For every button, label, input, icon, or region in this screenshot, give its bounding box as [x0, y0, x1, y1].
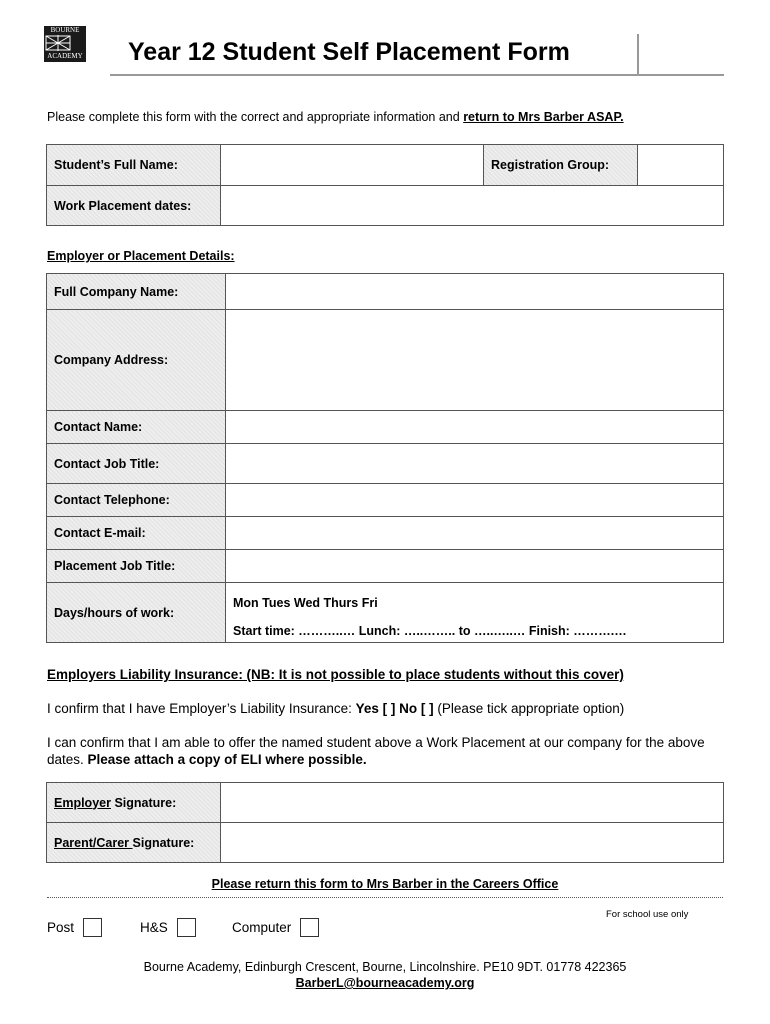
times-line: Start time: ………..… Lunch: …..…….. to …..…..… Finish: ……….…	[233, 624, 627, 638]
company-address-field[interactable]	[226, 310, 724, 411]
parent-signature-field[interactable]	[221, 823, 724, 863]
days-hours-label: Days/hours of work:	[47, 583, 226, 643]
parent-signature-label	[47, 823, 221, 863]
student-details-table	[46, 144, 724, 226]
insurance-confirm-prefix: I confirm that I have Employer’s Liability Insurance:	[47, 701, 356, 716]
computer-label: Computer	[232, 920, 292, 935]
dotted-divider	[47, 897, 723, 898]
registration-group-field[interactable]	[638, 145, 724, 186]
placement-offer-text	[47, 734, 727, 768]
company-address-label: Company Address:	[47, 310, 226, 411]
student-name-field[interactable]	[221, 145, 484, 186]
post-check-group	[47, 918, 102, 937]
school-logo	[44, 26, 86, 62]
contact-name-label: Contact Name:	[47, 411, 226, 444]
return-instructions: Please return this form to Mrs Barber in the Careers Office	[211, 877, 559, 891]
employer-signature-label-underlined: Employer	[54, 795, 111, 810]
employer-signature-field[interactable]	[221, 783, 724, 823]
company-name-field[interactable]	[226, 274, 724, 310]
hs-check-group	[140, 918, 196, 937]
parent-signature-label-rest: Signature:	[132, 835, 195, 850]
contact-job-title-field[interactable]	[226, 444, 724, 484]
contact-job-title-label: Contact Job Title:	[47, 444, 226, 484]
placement-job-title-field[interactable]	[226, 550, 724, 583]
registration-group-label: Registration Group:	[484, 145, 638, 186]
parent-signature-label-underlined: Parent/Carer	[54, 835, 133, 850]
signature-table	[46, 782, 724, 863]
company-name-label: Full Company Name:	[47, 274, 226, 310]
title-rule-vertical	[637, 34, 639, 75]
post-checkbox[interactable]	[83, 918, 102, 937]
post-label: Post	[47, 920, 75, 935]
school-use-label: For school use only	[606, 909, 689, 920]
intro-emphasis: return to Mrs Barber ASAP.	[463, 110, 624, 124]
placement-dates-field[interactable]	[221, 186, 724, 226]
footer-address: Bourne Academy, Edinburgh Crescent, Bourne, Lincolnshire. PE10 9DT. 01778 422365	[143, 960, 627, 974]
contact-email-label: Contact E-mail:	[47, 517, 226, 550]
placement-offer-emphasis: Please attach a copy of ELI where possible.	[87, 752, 367, 767]
employer-signature-label-rest: Signature:	[110, 795, 177, 810]
computer-check-group	[232, 918, 319, 937]
intro-text	[47, 110, 624, 124]
insurance-confirm-text	[47, 701, 624, 716]
title-rule-horizontal	[110, 74, 724, 76]
insurance-confirm-suffix: (Please tick appropriate option)	[433, 701, 625, 716]
footer-email-link[interactable]: BarberL@bourneacademy.org	[295, 976, 475, 990]
student-name-label: Student’s Full Name:	[47, 145, 221, 186]
contact-telephone-field[interactable]	[226, 484, 724, 517]
page-title: Year 12 Student Self Placement Form	[128, 38, 570, 66]
contact-name-field[interactable]	[226, 411, 724, 444]
logo-text-top: BOURNE	[50, 26, 80, 34]
weekdays-line: Mon Tues Wed Thurs Fri	[233, 596, 378, 610]
insurance-yes-no-options[interactable]: Yes [ ] No [ ]	[355, 701, 434, 716]
insurance-heading: Employers Liability Insurance: (NB: It is not possible to place students without this cover)	[47, 667, 624, 682]
placement-offer-body: I can confirm that I am able to offer the named student above a Work Placement at our company for the above dates.	[47, 735, 705, 767]
logo-text-bottom: ACADEMY	[47, 52, 83, 60]
placement-job-title-label: Placement Job Title:	[47, 550, 226, 583]
computer-checkbox[interactable]	[300, 918, 319, 937]
crest-icon	[44, 34, 72, 52]
placement-dates-label: Work Placement dates:	[47, 186, 221, 226]
hs-label: H&S	[140, 920, 168, 935]
intro-body: Please complete this form with the correct and appropriate information and	[47, 110, 464, 124]
employer-details-table	[46, 273, 724, 643]
employer-section-heading: Employer or Placement Details:	[47, 249, 235, 263]
days-hours-field[interactable]	[226, 583, 724, 643]
hs-checkbox[interactable]	[177, 918, 196, 937]
contact-email-field[interactable]	[226, 517, 724, 550]
employer-signature-label	[47, 783, 221, 823]
contact-telephone-label: Contact Telephone:	[47, 484, 226, 517]
